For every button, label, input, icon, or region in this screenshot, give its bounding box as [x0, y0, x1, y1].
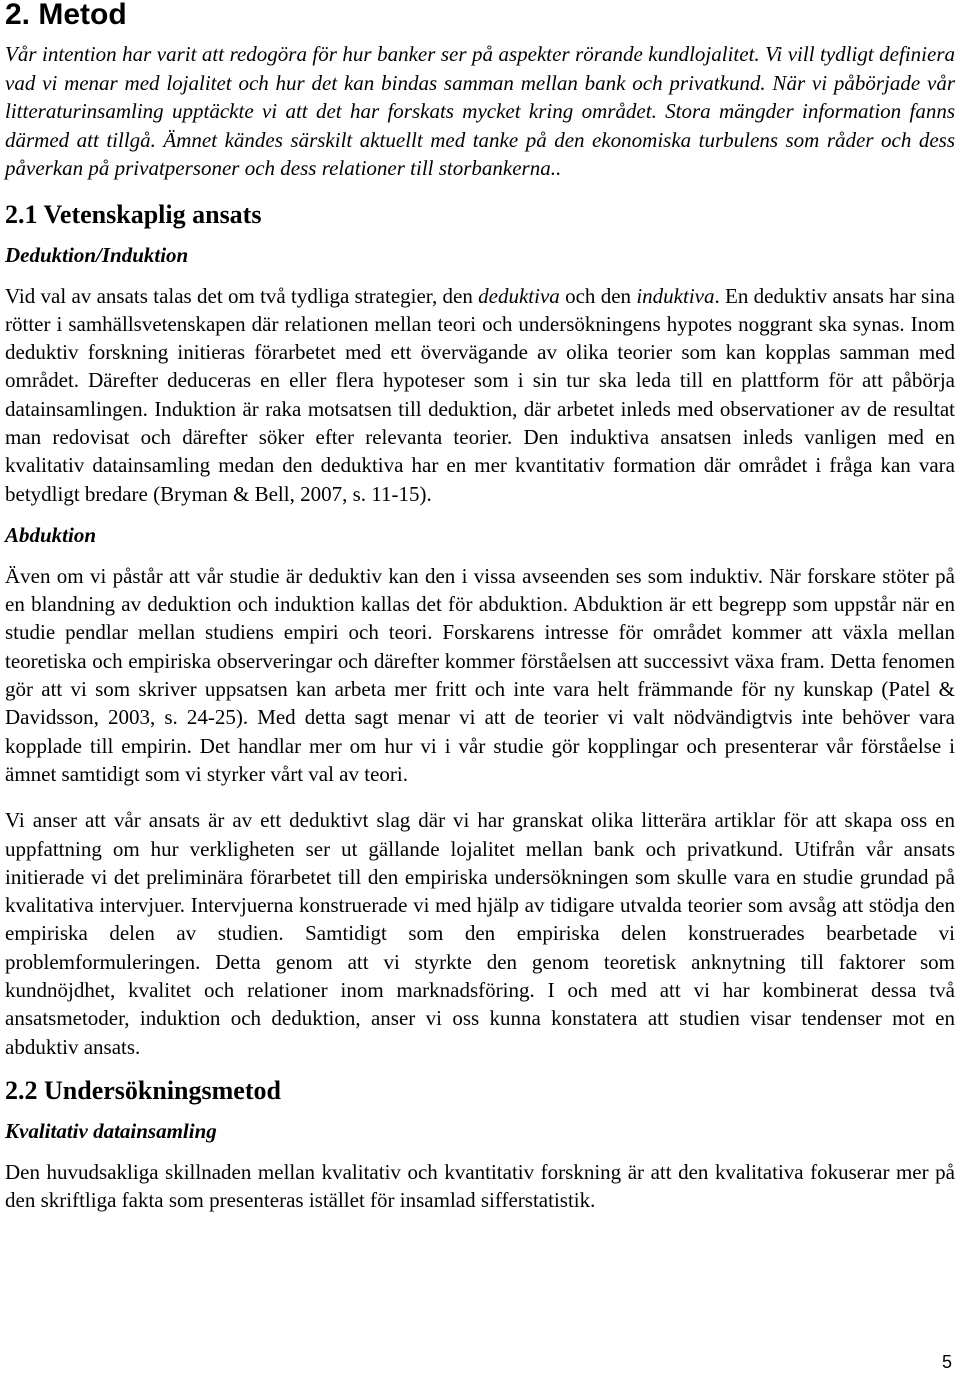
- abduction-paragraph-2: Vi anser att vår ansats är av ett deduktivt slag där vi har granskat olika litterära artiklar för att skapa oss en uppfattning om hur verkligheten ser ut gällande lojalitet mellan bank och privatkund. Utifrån vår ansats initierade vi det preliminära förarbetet till den empiriska undersökningen som skulle vara en studie grundad på kvalitativa intervjuer. Intervjuerna konstruerade vi med hjälp av tidigare utvalda teorier som avsåg att stödja den empiriska delen av studien. Samtidigt som den empiriska delen konstruerades bearbetade vi problemformuleringen. Detta genom att vi styrkte den genom teoretisk anknytning till faktorer som kundnöjdhet, kvalitet och relationer inom marknadsföring. I och med att vi har kombinerat dessa två ansatsmetoder, induktion och deduktion, anser vi oss kunna konstatera att studien visar tendenser mot en abduktiv ansats.: [5, 808, 955, 1059]
- subsection-heading-2-2: 2.2 Undersökningsmetod: [5, 1075, 281, 1105]
- text-run: Vid val av ansats talas det om två tydliga strategier, den: [5, 283, 479, 308]
- qualitative-paragraph: Den huvudsakliga skillnaden mellan kvalitativ och kvantitativ forskning är att den kvalitativa fokuserar mer på den skriftliga fakta som presenteras istället för insamlad sifferstatistik.: [5, 1159, 955, 1213]
- deduction-induction-heading: Deduktion/Induktion: [5, 242, 189, 267]
- abduction-paragraph-1: Även om vi påstår att vår studie är deduktiv kan den i vissa avseenden ses som induktiv. När forskare stöter på en blandning av deduktion och induktion kallas det för abduktion. Abduktion är ett begrepp som uppstår när en studie pendlar mellan studiens empiri och teori. Forskarens intresse för området kommer att växla mellan teoretiska och empiriska observeringar och därefter kommer förståelsen att successivt växa fram. Detta fenomen gör att vi som skriver uppsatsen kan arbeta mer fritt och inte vara helt främmande för ny kunskap (Patel & Davidsson, 2003, s. 24-25). Med detta sagt menar vi att de teorier vi valt nödvändigtvis inte behöver vara kopplade till empirin. Det handlar mer om hur vi i vår studie gör kopplingar och presenterar vår förståelse i ämnet samtidigt som vi styrker vårt val av teori.: [5, 563, 955, 786]
- subsection-heading-2-1: 2.1 Vetenskaplig ansats: [5, 199, 262, 229]
- text-run: och den: [559, 283, 637, 308]
- section-heading: 2. Metod: [5, 0, 127, 31]
- document-page: [5, 0, 955, 1215]
- qualitative-heading: Kvalitativ datainsamling: [5, 1118, 217, 1143]
- deduction-paragraph: [5, 282, 955, 508]
- page-number: 5: [941, 1352, 952, 1372]
- emphasis-deduktiva: deduktiva: [478, 283, 560, 308]
- intro-paragraph: Vår intention har varit att redogöra för hur banker ser på aspekter rörande kundlojalitet. Vi vill tydligt definiera vad vi menar med lojalitet och hur det kan bindas samman mellan bank och privatkund. När vi påbörjade vår litteraturinsamling upptäckte vi att det har forskats mycket kring området. Stora mängder information fanns därmed att tillgå. Ämnet kändes särskilt aktuellt med tanke på den ekonomiska turbulens som råder och dess påverkan på privatpersoner och dess relationer till storbankerna..: [5, 42, 955, 180]
- emphasis-induktiva: induktiva: [636, 283, 715, 308]
- abduction-heading: Abduktion: [5, 522, 97, 547]
- text-run: . En deduktiv ansats har sina rötter i samhällsvetenskapen där relationen mellan teori och undersökningens hypotes noggrant ska synas. Inom deduktiv forskning initieras förarbetet med ett övervägande av olika teorier som kan kopplas samman med området. Därefter deduceras en eller flera hypoteser som i sin tur ska leda till en plattform för att påbörja datainsamlingen. Induktion är raka motsatsen till deduktion, där arbetet inleds med observationer av de resultat man redovisat och därefter söker efter relevanta teorier. Den induktiva ansatsen inleds vanligen med en kvalitativ datainsamling medan den deduktiva har en mer kvantitativ formation där området i fråga kan vara betydligt bredare (Bryman & Bell, 2007, s. 11-15).: [5, 283, 956, 506]
